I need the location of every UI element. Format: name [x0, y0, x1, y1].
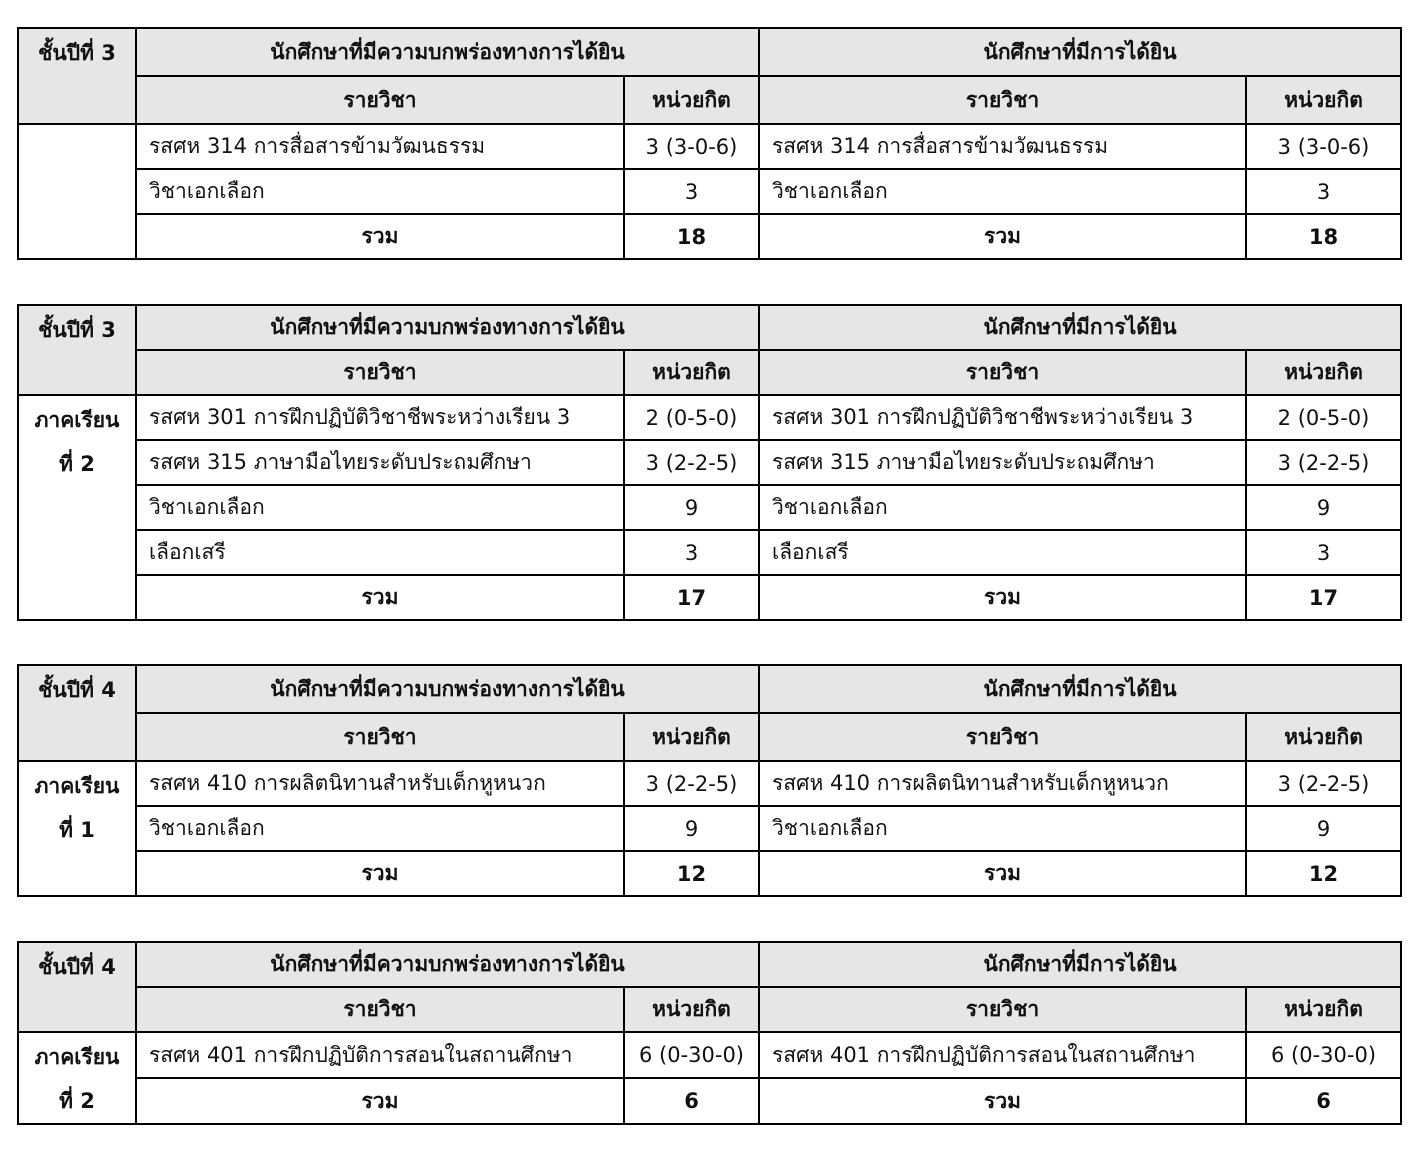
course-name: รสศห 315 ภาษามือไทยระดับประถมศึกษา	[759, 440, 1246, 485]
course-column-header: รายวิชา	[136, 987, 624, 1032]
group-impaired-header: นักศึกษาที่มีความบกพร่องทางการได้ยิน	[136, 665, 759, 713]
table-row	[18, 395, 1401, 440]
course-credit: 3 (2-2-5)	[624, 440, 759, 485]
year-label: ชั้นปีที่ 3	[18, 305, 136, 395]
credit-column-header: หน่วยกิต	[1246, 987, 1401, 1032]
column-header-row	[18, 76, 1401, 124]
year-label: ชั้นปีที่ 3	[18, 28, 136, 124]
course-name: วิชาเอกเลือก	[759, 806, 1246, 851]
semester-label-line1: ภาคเรียน	[34, 774, 120, 798]
semester-label	[18, 761, 136, 896]
semester-label	[18, 124, 136, 259]
column-header-row	[18, 350, 1401, 395]
group-hearing-header: นักศึกษาที่มีการได้ยิน	[759, 942, 1401, 987]
total-credit: 6	[1246, 1078, 1401, 1124]
total-label: รวม	[136, 214, 624, 259]
course-name: วิชาเอกเลือก	[759, 169, 1246, 214]
course-column-header: รายวิชา	[136, 76, 624, 124]
group-impaired-header: นักศึกษาที่มีความบกพร่องทางการได้ยิน	[136, 28, 759, 76]
total-credit: 18	[1246, 214, 1401, 259]
credit-column-header: หน่วยกิต	[624, 713, 759, 761]
course-credit: 3	[1246, 169, 1401, 214]
course-name: รสศห 401 การฝึกปฏิบัติการสอนในสถานศึกษา	[759, 1032, 1246, 1078]
semester-label-line2: ที่ 2	[59, 1089, 95, 1113]
group-hearing-header: นักศึกษาที่มีการได้ยิน	[759, 305, 1401, 350]
group-impaired-header: นักศึกษาที่มีความบกพร่องทางการได้ยิน	[136, 942, 759, 987]
total-label: รวม	[136, 851, 624, 896]
group-header-row	[18, 305, 1401, 350]
credit-column-header: หน่วยกิต	[1246, 76, 1401, 124]
course-name: รสศห 301 การฝึกปฏิบัติวิชาชีพระหว่างเรียน 3	[136, 395, 624, 440]
table-row	[18, 169, 1401, 214]
course-credit: 3 (2-2-5)	[624, 761, 759, 806]
course-column-header: รายวิชา	[136, 350, 624, 395]
course-name: รสศห 301 การฝึกปฏิบัติวิชาชีพระหว่างเรียน 3	[759, 395, 1246, 440]
course-name: วิชาเอกเลือก	[136, 806, 624, 851]
table-row	[18, 806, 1401, 851]
curriculum-table	[17, 941, 1402, 1125]
course-credit: 2 (0-5-0)	[1246, 395, 1401, 440]
total-label: รวม	[759, 1078, 1246, 1124]
group-header-row	[18, 942, 1401, 987]
total-credit: 12	[624, 851, 759, 896]
semester-label-line1: ภาคเรียน	[34, 1045, 120, 1069]
group-header-row	[18, 28, 1401, 76]
total-credit: 6	[624, 1078, 759, 1124]
course-name: รสศห 314 การสื่อสารข้ามวัฒนธรรม	[759, 124, 1246, 169]
table-row	[18, 761, 1401, 806]
course-name: รสศห 401 การฝึกปฏิบัติการสอนในสถานศึกษา	[136, 1032, 624, 1078]
course-name: เลือกเสรี	[759, 530, 1246, 575]
course-name: วิชาเอกเลือก	[136, 485, 624, 530]
year-label: ชั้นปีที่ 4	[18, 942, 136, 1032]
course-credit: 9	[624, 806, 759, 851]
course-credit: 3 (2-2-5)	[1246, 761, 1401, 806]
course-name: วิชาเอกเลือก	[136, 169, 624, 214]
total-label: รวม	[136, 575, 624, 620]
curriculum-table	[17, 27, 1402, 260]
total-row	[18, 851, 1401, 896]
course-name: วิชาเอกเลือก	[759, 485, 1246, 530]
table-row	[18, 485, 1401, 530]
course-credit: 9	[1246, 485, 1401, 530]
table-row	[18, 530, 1401, 575]
course-column-header: รายวิชา	[136, 713, 624, 761]
curriculum-table	[17, 664, 1402, 897]
curriculum-table	[17, 304, 1402, 621]
total-credit: 17	[624, 575, 759, 620]
total-row	[18, 214, 1401, 259]
course-credit: 3 (3-0-6)	[1246, 124, 1401, 169]
course-column-header: รายวิชา	[759, 350, 1246, 395]
course-column-header: รายวิชา	[759, 76, 1246, 124]
total-label: รวม	[136, 1078, 624, 1124]
table-row	[18, 440, 1401, 485]
semester-label-line2: ที่ 1	[59, 818, 95, 842]
course-credit: 6 (0-30-0)	[1246, 1032, 1401, 1078]
course-credit: 6 (0-30-0)	[624, 1032, 759, 1078]
course-name: เลือกเสรี	[136, 530, 624, 575]
total-label: รวม	[759, 851, 1246, 896]
total-label: รวม	[759, 575, 1246, 620]
total-row	[18, 575, 1401, 620]
credit-column-header: หน่วยกิต	[1246, 350, 1401, 395]
course-credit: 3	[624, 169, 759, 214]
credit-column-header: หน่วยกิต	[624, 76, 759, 124]
year-label: ชั้นปีที่ 4	[18, 665, 136, 761]
table-row	[18, 124, 1401, 169]
course-credit: 3	[1246, 530, 1401, 575]
course-credit: 9	[624, 485, 759, 530]
course-credit: 3	[624, 530, 759, 575]
semester-label-line1: ภาคเรียน	[34, 408, 120, 432]
course-credit: 9	[1246, 806, 1401, 851]
column-header-row	[18, 713, 1401, 761]
semester-label-line2: ที่ 2	[59, 452, 95, 476]
total-credit: 18	[624, 214, 759, 259]
course-name: รสศห 410 การผลิตนิทานสำหรับเด็กหูหนวก	[136, 761, 624, 806]
table-row	[18, 1032, 1401, 1078]
course-column-header: รายวิชา	[759, 713, 1246, 761]
credit-column-header: หน่วยกิต	[624, 350, 759, 395]
total-credit: 17	[1246, 575, 1401, 620]
total-credit: 12	[1246, 851, 1401, 896]
credit-column-header: หน่วยกิต	[624, 987, 759, 1032]
course-name: รสศห 410 การผลิตนิทานสำหรับเด็กหูหนวก	[759, 761, 1246, 806]
credit-column-header: หน่วยกิต	[1246, 713, 1401, 761]
course-credit: 2 (0-5-0)	[624, 395, 759, 440]
group-hearing-header: นักศึกษาที่มีการได้ยิน	[759, 665, 1401, 713]
column-header-row	[18, 987, 1401, 1032]
total-row	[18, 1078, 1401, 1124]
group-hearing-header: นักศึกษาที่มีการได้ยิน	[759, 28, 1401, 76]
group-impaired-header: นักศึกษาที่มีความบกพร่องทางการได้ยิน	[136, 305, 759, 350]
course-credit: 3 (2-2-5)	[1246, 440, 1401, 485]
semester-label	[18, 395, 136, 620]
total-label: รวม	[759, 214, 1246, 259]
group-header-row	[18, 665, 1401, 713]
semester-label	[18, 1032, 136, 1124]
course-name: รสศห 314 การสื่อสารข้ามวัฒนธรรม	[136, 124, 624, 169]
course-name: รสศห 315 ภาษามือไทยระดับประถมศึกษา	[136, 440, 624, 485]
course-column-header: รายวิชา	[759, 987, 1246, 1032]
course-credit: 3 (3-0-6)	[624, 124, 759, 169]
